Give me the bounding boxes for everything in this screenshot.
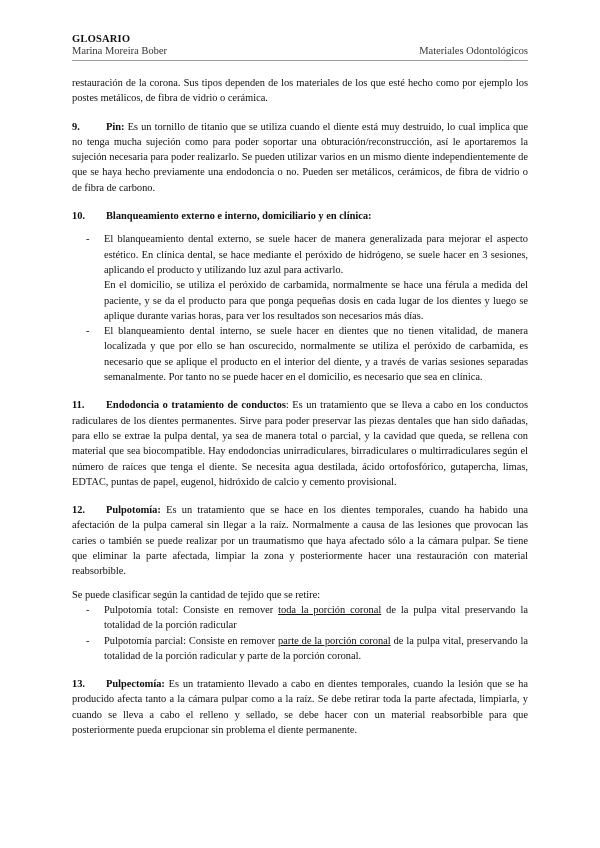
header-rule xyxy=(72,60,528,61)
document-body xyxy=(72,76,528,738)
section-10-term: Blanqueamiento externo e interno, domiciliario y en clínica: xyxy=(106,211,372,223)
section-10-list-2 xyxy=(72,324,528,385)
header-row xyxy=(72,46,528,57)
section-10-list xyxy=(72,232,528,278)
section-9 xyxy=(72,120,528,196)
section-10-number: 10. xyxy=(72,211,85,223)
pulpotomy-partial-b: de la pulpa vital, preservando la totalidad de la porción radicular y parte de la porción coronal. xyxy=(104,635,528,662)
pulpotomy-total-underlined: toda la porción coronal xyxy=(278,604,382,616)
section-12-number: 12. xyxy=(72,505,85,517)
section-12-classify: Se puede clasificar según la cantidad de tejido que se retire: xyxy=(72,589,321,601)
list-dash: - xyxy=(86,326,90,338)
page-header xyxy=(72,34,528,61)
section-10-item-1: El blanqueamiento dental externo, se suele hacer de manera generalizada para mejorar el aspecto estético. En clínica dental, se hace mediante el peróxido de hidrógeno, se suele hacer en 3 sesiones, aplicando el producto y utilizando luz azul para activarlo. xyxy=(104,234,528,276)
section-13-text: Es un tratamiento llevado a cabo en dientes temporales, cuando la lesión que se ha producido afecta tanto a la cámara pulpar como a la raíz. Se debe retirar toda la parte afectada, limpiarla, y cuando se lleva a cabo el relleno y sellado, se debe hacer con un material reabsorbible para que posteriormente pueda erupcionar sin problema el diente permanente. xyxy=(72,679,528,736)
header-course: Materiales Odontológicos xyxy=(419,46,528,57)
list-dash: - xyxy=(86,604,90,616)
list-item xyxy=(72,634,528,665)
section-9-number: 9. xyxy=(72,121,80,133)
header-title: GLOSARIO xyxy=(72,34,131,45)
section-11-number: 11. xyxy=(72,400,85,412)
section-11-term: Endodoncia o tratamiento de conductos xyxy=(106,400,286,412)
list-item xyxy=(72,603,528,634)
section-10 xyxy=(72,209,528,385)
list-item xyxy=(72,324,528,385)
list-item xyxy=(72,232,528,278)
section-11 xyxy=(72,398,528,490)
section-9-term: Pin: xyxy=(106,121,125,133)
pulpotomy-total-a: Pulpotomía total: Consiste en remover xyxy=(104,604,279,616)
pulpotomy-partial-underlined: parte de la porción coronal xyxy=(277,635,391,647)
section-12-text: Es un tratamiento que se hace en los dientes temporales, cuando ha habido una afectación de la pulpa cameral sin llegar a la raíz. Normalmente a causa de las lesiones que provocan las caries o también se puede realizar por un traumatismo que haya afectado sólo a la cámara pulpar. Se tiene que eliminar la parte afectada, limpiar la zona y posteriormente hacer una restauración con material reabsorbible. xyxy=(72,505,528,578)
section-13-term: Pulpectomía: xyxy=(106,679,165,691)
section-12-term: Pulpotomía: xyxy=(106,505,161,517)
section-12-list xyxy=(72,603,528,664)
section-13-paragraph xyxy=(72,677,528,738)
header-author: Marina Moreira Bober xyxy=(72,46,168,57)
pulpotomy-total-b: de la pulpa vital preservando la totalidad de la porción radicular xyxy=(104,604,528,632)
pulpotomy-partial-a: Pulpotomía parcial: Consiste en remover xyxy=(104,635,278,647)
intro-paragraph: restauración de la corona. Sus tipos dependen de los materiales de los que esté hecho como por ejemplo los postes metálicos, de fibra de vidrio o cerámica. xyxy=(72,78,528,105)
list-dash: - xyxy=(86,234,90,246)
section-13-number: 13. xyxy=(72,679,85,691)
section-9-paragraph xyxy=(72,120,528,196)
section-10-item-1-extra: En el domicilio, se utiliza el peróxido de carbamida, normalmente se hace una férula a medida del paciente, y se da el producto para que ponga pequeñas dosis en cada lugar de los dientes y luego se aplique durante varias horas, para ver los resultados son necesarios más días. xyxy=(104,280,528,322)
section-10-item-2: El blanqueamiento dental interno, se suele hacer en dientes que no tienen vitalidad, de manera localizada y que por ello se han oscurecido, normalmente se utiliza el peróxido de carbamida, es necesario que se aplique el producto en el interior del diente, y a través de varias sesiones separadas semanalmente. Por tanto no se puede hacer en el domicilio, es necesario que sea en clínica. xyxy=(104,326,528,384)
section-12 xyxy=(72,503,528,664)
list-dash: - xyxy=(86,635,90,647)
section-13 xyxy=(72,677,528,738)
section-11-text: : Es un tratamiento que se lleva a cabo en los conductos radiculares de los dientes permanentes. Sirve para poder preservar las piezas dentales que han sido dañadas, para ello se extrae la pulpa dental, ya sea de manera total o parcial, y la cavidad que queda, se rellena con material que sea biocompatible. Hay endodoncias unirradiculares, birradiculares o multirradiculares según el número de raíces que tenga el diente. Se necesita agua destilada, ácido ortofosfórico, gutapercha, limas, EDTAC, puntas de papel, eugenol, hidróxido de calcio y cemento provisional. xyxy=(72,400,529,488)
section-10-heading xyxy=(72,209,528,224)
section-9-text: Es un tornillo de titanio que se utiliza cuando el diente está muy destruido, lo cual implica que no tenga mucha sujeción como para poder soportar una obturación/reconstrucción, así le aportaremos la sujeción necesaria para poder realizarlo. Se pueden utilizar varios en un mismo diente independientemente de que se haya hecho previamente una endodoncia o no. Pueden ser metálicos, cerámicos, de fibra de vidrio o de fibra de carbono. xyxy=(72,121,528,194)
section-11-paragraph xyxy=(72,398,528,490)
section-12-paragraph xyxy=(72,503,528,579)
